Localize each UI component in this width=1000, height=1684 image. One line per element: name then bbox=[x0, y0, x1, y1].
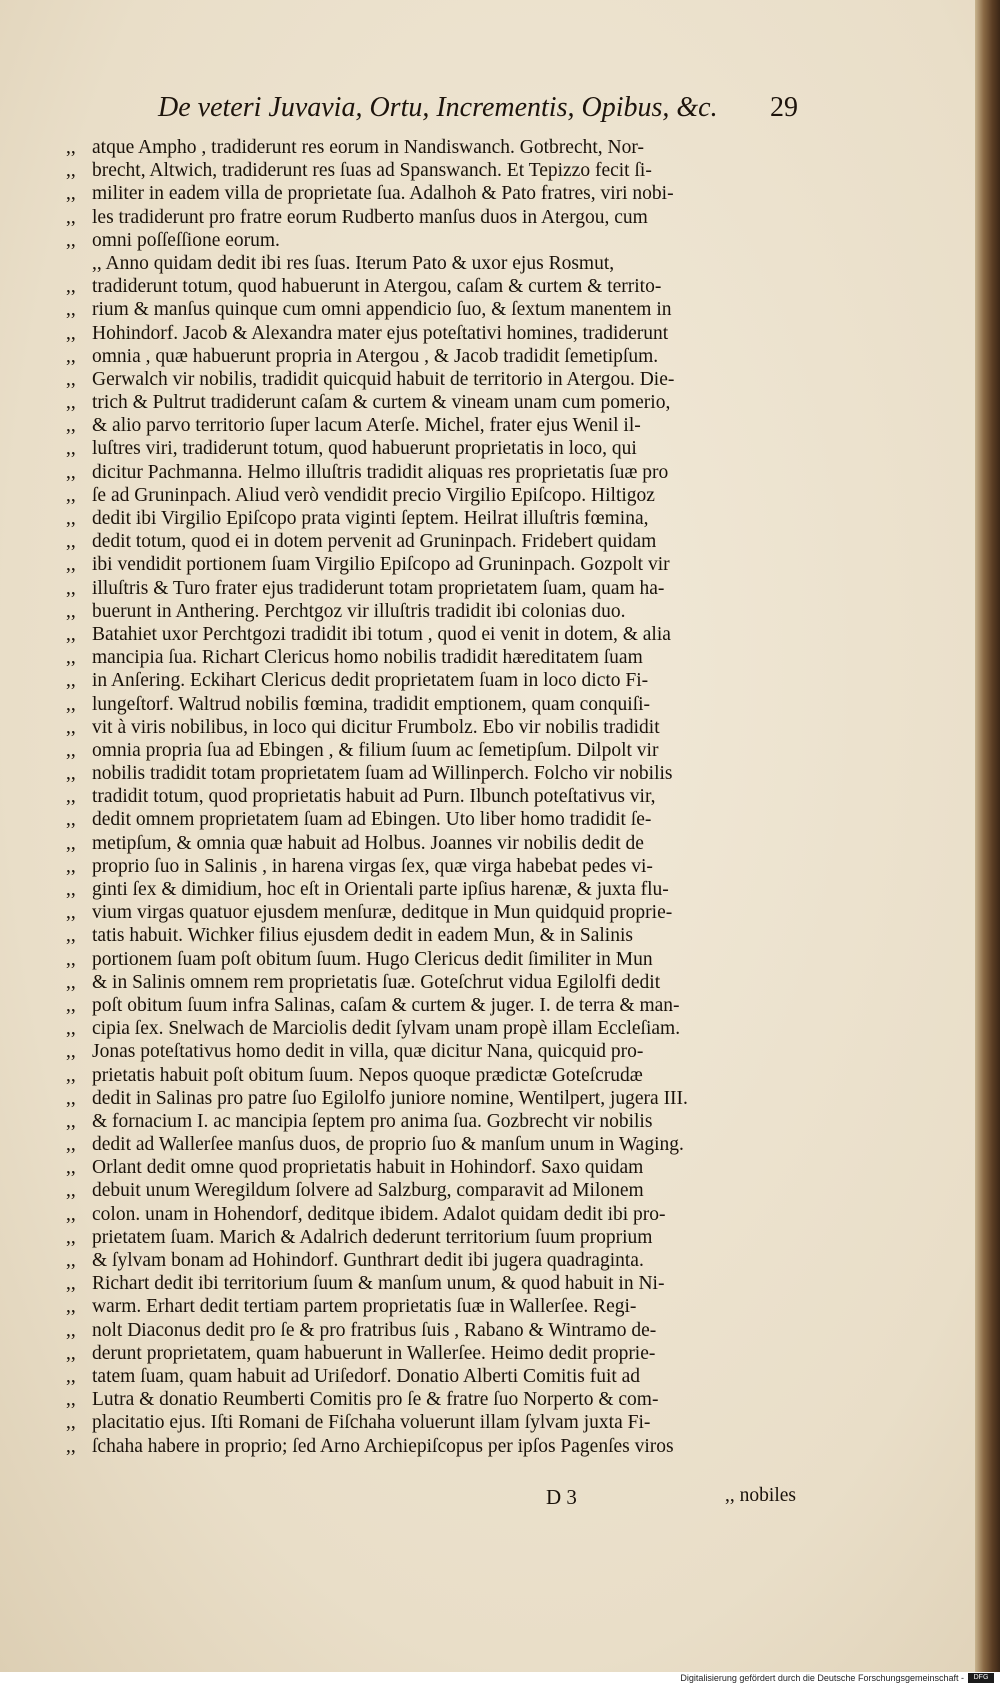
quote-mark: ,, bbox=[66, 879, 76, 900]
text-line bbox=[66, 808, 796, 831]
line-text: warm. Erhart dedit tertiam partem proprietatis ſuæ in Wallerſee. Regi- bbox=[92, 1296, 637, 1318]
line-text: Orlant dedit omne quod proprietatis habuit in Hohindorf. Saxo quidam bbox=[92, 1157, 644, 1179]
line-text: vit à viris nobilibus, in loco qui dicitur Frumbolz. Ebo vir nobilis tradidit bbox=[92, 716, 660, 738]
line-text: in Anſering. Eckihart Clericus dedit proprietatem ſuam in loco dicto Fi- bbox=[92, 670, 649, 692]
line-text: metipſum, & omnia quæ habuit ad Holbus. Joannes vir nobilis dedit de bbox=[92, 832, 644, 854]
line-text: tatis habuit. Wichker filius ejusdem dedit in eadem Mun, & in Salinis bbox=[92, 925, 633, 947]
dfg-logo: DFG bbox=[968, 1673, 994, 1683]
text-line bbox=[66, 878, 796, 901]
line-text: mancipia ſua. Richart Clericus homo nobilis tradidit hæreditatem ſuam bbox=[92, 647, 643, 669]
text-line bbox=[66, 1388, 796, 1411]
quote-mark: ,, bbox=[66, 971, 76, 993]
line-text: les tradiderunt pro fratre eorum Rudberto manſus duos in Atergou, cum bbox=[92, 206, 648, 228]
text-line bbox=[66, 1226, 796, 1249]
quote-mark: ,, bbox=[66, 1134, 76, 1156]
quote-mark: ,, bbox=[66, 160, 76, 182]
quote-mark: ,, bbox=[66, 531, 76, 553]
line-text: derunt proprietatem, quam habuerunt in Wallerſee. Heimo dedit proprie- bbox=[92, 1342, 656, 1364]
quote-mark: ,, bbox=[66, 1226, 76, 1248]
quote-mark: ,, bbox=[66, 577, 76, 599]
text-line bbox=[66, 345, 796, 368]
quote-mark: ,, bbox=[66, 1250, 76, 1271]
line-text: tradiderunt totum, quod habuerunt in Atergou, caſam & curtem & territo- bbox=[92, 276, 662, 298]
line-text: dedit ibi Virgilio Epiſcopo prata viginti ſeptem. Heilrat illuſtris fœmina, bbox=[92, 508, 649, 529]
line-text: ſchaha habere in proprio; ſed Arno Archiepiſcopus per ipſos Pagenſes viros bbox=[92, 1435, 674, 1457]
text-line bbox=[66, 762, 796, 785]
text-line bbox=[66, 298, 796, 321]
text-line bbox=[66, 971, 796, 994]
line-text: ,, Anno quidam dedit ibi res ſuas. Iterum Pato & uxor ejus Rosmut, bbox=[92, 252, 615, 274]
text-line bbox=[66, 600, 796, 623]
line-text: prietatem ſuam. Marich & Adalrich dederunt territorium ſuum proprium bbox=[92, 1226, 653, 1248]
quote-mark: ,, bbox=[66, 1157, 76, 1179]
line-text: & ſylvam bonam ad Hohindorf. Gunthrart dedit ibi jugera quadraginta. bbox=[92, 1250, 644, 1271]
text-line bbox=[66, 484, 796, 507]
line-text: poſt obitum ſuum infra Salinas, caſam & curtem & juger. I. de terra & man- bbox=[92, 994, 680, 1016]
line-text: & fornacium I. ac mancipia ſeptem pro anima ſua. Gozbrecht vir nobilis bbox=[92, 1110, 653, 1132]
text-line bbox=[66, 994, 796, 1017]
line-text: proprio ſuo in Salinis , in harena virgas ſex, quæ virga habebat pedes vi- bbox=[92, 855, 653, 877]
text-line bbox=[66, 1087, 796, 1110]
running-title: De veteri Juvavia, Ortu, Incrementis, Opibus, &c. bbox=[158, 92, 718, 123]
line-text: nobilis tradidit totam proprietatem ſuam ad Willinperch. Folcho vir nobilis bbox=[92, 763, 673, 785]
quote-mark: ,, bbox=[66, 948, 76, 970]
quote-mark: ,, bbox=[66, 600, 76, 622]
text-line bbox=[66, 391, 796, 414]
text-line bbox=[66, 924, 796, 947]
text-line bbox=[66, 646, 796, 669]
quote-mark: ,, bbox=[66, 786, 76, 808]
text-line bbox=[66, 322, 796, 345]
text-line bbox=[66, 275, 796, 298]
quote-mark: ,, bbox=[66, 345, 76, 367]
text-line bbox=[66, 1040, 796, 1063]
text-line bbox=[66, 553, 796, 576]
text-line bbox=[66, 1295, 796, 1318]
text-line bbox=[66, 1411, 796, 1434]
quote-mark: ,, bbox=[66, 276, 76, 298]
text-line bbox=[66, 1017, 796, 1040]
line-text: prietatis habuit poſt obitum ſuum. Nepos quoque prædictæ Goteſcrudæ bbox=[92, 1064, 643, 1086]
text-line bbox=[66, 716, 796, 739]
line-text: colon. unam in Hohendorf, deditque ibidem. Adalot quidam dedit ibi pro- bbox=[92, 1203, 666, 1225]
line-text: omnia , quæ habuerunt propria in Atergou , & Jacob tradidit ſemetipſum. bbox=[92, 345, 659, 367]
quote-mark: ,, bbox=[66, 739, 76, 761]
quote-mark: ,, bbox=[66, 392, 76, 414]
line-text: cipia ſex. Snelwach de Marciolis dedit ſylvam unam propè illam Eccleſiam. bbox=[92, 1018, 681, 1040]
quote-mark: ,, bbox=[66, 322, 76, 344]
text-line bbox=[66, 832, 796, 855]
quote-mark: ,, bbox=[66, 902, 76, 924]
quote-mark: ,, bbox=[66, 438, 76, 460]
line-text: tradidit totum, quod proprietatis habuit ad Purn. Ilbunch poteſtativus vir, bbox=[92, 786, 656, 808]
line-text: brecht, Altwich, tradiderunt res ſuas ad Spanswanch. Et Tepizzo fecit ſi- bbox=[92, 160, 652, 182]
text-line bbox=[66, 669, 796, 692]
text-line bbox=[66, 785, 796, 808]
text-line bbox=[66, 1365, 796, 1388]
quote-mark: ,, bbox=[66, 855, 76, 877]
text-line bbox=[66, 623, 796, 646]
book-spine bbox=[975, 0, 1000, 1672]
quote-mark: ,, bbox=[66, 1435, 76, 1457]
quote-mark: ,, bbox=[66, 137, 76, 158]
line-text: luſtres viri, tradiderunt totum, quod habuerunt proprietatis in loco, qui bbox=[92, 438, 637, 460]
line-text: ſe ad Gruninpach. Aliud verò vendidit precio Virgilio Epiſcopo. Hiltigoz bbox=[92, 484, 655, 506]
quote-mark: ,, bbox=[66, 1273, 76, 1295]
line-text: dedit in Salinas pro patre ſuo Egilolfo juniore nomine, Wentilpert, jugera III. bbox=[92, 1087, 688, 1109]
line-text: Richart dedit ibi territorium ſuum & manſum unum, & quod habuit in Ni- bbox=[92, 1273, 665, 1295]
text-line bbox=[66, 252, 796, 275]
text-line bbox=[66, 1064, 796, 1087]
text-line bbox=[66, 1133, 796, 1156]
text-line bbox=[66, 368, 796, 391]
quote-mark: ,, bbox=[66, 1365, 76, 1387]
quote-mark: ,, bbox=[66, 994, 76, 1016]
page-footer bbox=[66, 1485, 796, 1511]
line-text: rium & manſus quinque cum omni appendicio ſuo, & ſextum manentem in bbox=[92, 299, 672, 321]
text-line bbox=[66, 1179, 796, 1202]
quote-mark: ,, bbox=[66, 554, 76, 576]
line-text: Lutra & donatio Reumberti Comitis pro ſe & fratre ſuo Norperto & com- bbox=[92, 1389, 659, 1411]
quote-mark: ,, bbox=[66, 716, 76, 738]
quote-mark: ,, bbox=[66, 1412, 76, 1434]
text-line bbox=[66, 1156, 796, 1179]
text-line bbox=[66, 739, 796, 762]
text-line bbox=[66, 1110, 796, 1133]
quote-mark: ,, bbox=[66, 693, 76, 715]
line-text: tatem ſuam, quam habuit ad Uriſedorf. Donatio Alberti Comitis fuit ad bbox=[92, 1365, 641, 1387]
quote-mark: ,, bbox=[66, 484, 76, 506]
running-header bbox=[158, 92, 798, 132]
quote-mark: ,, bbox=[66, 415, 76, 437]
line-text: placitatio ejus. Iſti Romani de Fiſchaha voluerunt illam ſylvam juxta Fi- bbox=[92, 1412, 651, 1434]
text-line bbox=[66, 901, 796, 924]
quote-mark: ,, bbox=[66, 1389, 76, 1411]
quote-mark: ,, bbox=[66, 1087, 76, 1109]
line-text: portionem ſuam poſt obitum ſuum. Hugo Clericus dedit ſimiliter in Mun bbox=[92, 948, 653, 970]
quote-mark bbox=[66, 252, 92, 275]
quote-mark: ,, bbox=[66, 763, 76, 785]
quote-mark: ,, bbox=[66, 1319, 76, 1341]
line-text: Gerwalch vir nobilis, tradidit quicquid habuit de territorio in Atergou. Die- bbox=[92, 368, 675, 390]
page-number: 29 bbox=[770, 92, 798, 123]
line-text: ginti ſex & dimidium, hoc eſt in Orientali parte ipſius harenæ, & juxta flu- bbox=[92, 879, 669, 900]
line-text: & in Salinis omnem rem proprietatis ſuæ. Goteſchrut vidua Egilolfi dedit bbox=[92, 971, 661, 993]
line-text: dedit omnem proprietatem ſuam ad Ebingen. Uto liber homo tradidit ſe- bbox=[92, 809, 652, 831]
quote-mark: ,, bbox=[66, 1296, 76, 1318]
quote-mark: ,, bbox=[66, 1064, 76, 1086]
text-line bbox=[66, 693, 796, 716]
quote-mark: ,, bbox=[66, 832, 76, 854]
text-line bbox=[66, 948, 796, 971]
line-text: dicitur Pachmanna. Helmo illuſtris tradidit aliquas res proprietatis ſuæ pro bbox=[92, 461, 669, 483]
line-text: omni poſſeſſione eorum. bbox=[92, 229, 280, 251]
signature-mark: D 3 bbox=[546, 1485, 577, 1509]
line-text: Hohindorf. Jacob & Alexandra mater ejus poteſtativi homines, tradiderunt bbox=[92, 322, 669, 344]
quote-mark: ,, bbox=[66, 368, 76, 390]
catchword: ,, nobiles bbox=[725, 1485, 796, 1506]
credit-text: Digitalisierung gefördert durch die Deutsche Forschungsgemeinschaft - bbox=[680, 1673, 964, 1683]
quote-mark: ,, bbox=[66, 508, 76, 529]
line-text: & alio parvo territorio ſuper lacum Aterſe. Michel, frater ejus Wenil il- bbox=[92, 415, 641, 437]
line-text: ibi vendidit portionem ſuam Virgilio Epiſcopo ad Gruninpach. Gozpolt vir bbox=[92, 554, 670, 576]
line-text: dedit totum, quod ei in dotem pervenit ad Gruninpach. Fridebert quidam bbox=[92, 531, 657, 553]
text-line bbox=[66, 1342, 796, 1365]
line-text: lungeſtorf. Waltrud nobilis fœmina, tradidit emptionem, quam conquiſi- bbox=[92, 693, 651, 715]
quote-mark: ,, bbox=[66, 299, 76, 321]
text-line bbox=[66, 229, 796, 252]
text-line bbox=[66, 414, 796, 437]
quote-mark: ,, bbox=[66, 647, 76, 669]
line-text: Jonas poteſtativus homo dedit in villa, quæ dicitur Nana, quicquid pro- bbox=[92, 1041, 644, 1063]
text-body bbox=[66, 136, 796, 1458]
line-text: vium virgas quatuor ejusdem menſuræ, deditque in Mun quidquid proprie- bbox=[92, 902, 673, 924]
text-line bbox=[66, 136, 796, 159]
text-line bbox=[66, 1435, 796, 1458]
quote-mark: ,, bbox=[66, 809, 76, 831]
text-line bbox=[66, 1203, 796, 1226]
line-text: omnia propria ſua ad Ebingen , & filium ſuum ac ſemetipſum. Dilpolt vir bbox=[92, 739, 659, 761]
text-line bbox=[66, 1272, 796, 1295]
line-text: debuit unum Weregildum ſolvere ad Salzburg, comparavit ad Milonem bbox=[92, 1180, 644, 1202]
quote-mark: ,, bbox=[66, 1110, 76, 1132]
line-text: nolt Diaconus dedit pro ſe & pro fratribus ſuis , Rabano & Wintramo de- bbox=[92, 1319, 657, 1341]
text-line bbox=[66, 159, 796, 182]
line-text: atque Ampho , tradiderunt res eorum in Nandiswanch. Gotbrecht, Nor- bbox=[92, 137, 644, 158]
quote-mark: ,, bbox=[66, 461, 76, 483]
quote-mark: ,, bbox=[66, 206, 76, 228]
digitization-credit bbox=[0, 1672, 1000, 1684]
text-line bbox=[66, 1249, 796, 1272]
line-text: Batahiet uxor Perchtgozi tradidit ibi totum , quod ei venit in dotem, & alia bbox=[92, 623, 671, 645]
quote-mark: ,, bbox=[66, 1203, 76, 1225]
line-text: trich & Pultrut tradiderunt caſam & curtem & vineam unam cum pomerio, bbox=[92, 392, 671, 414]
quote-mark: ,, bbox=[66, 1180, 76, 1202]
line-text: illuſtris & Turo frater ejus tradiderunt totam proprietatem ſuam, quam ha- bbox=[92, 577, 665, 599]
text-line bbox=[66, 507, 796, 530]
text-line bbox=[66, 530, 796, 553]
quote-mark: ,, bbox=[66, 1041, 76, 1063]
text-line bbox=[66, 577, 796, 600]
text-line bbox=[66, 206, 796, 229]
line-text: militer in eadem villa de proprietate ſua. Adalhoh & Pato fratres, viri nobi- bbox=[92, 183, 674, 205]
text-line bbox=[66, 461, 796, 484]
quote-mark: ,, bbox=[66, 1342, 76, 1364]
quote-mark: ,, bbox=[66, 229, 76, 251]
text-line bbox=[66, 182, 796, 205]
text-line bbox=[66, 1319, 796, 1342]
line-text: buerunt in Anthering. Perchtgoz vir illuſtris tradidit ibi colonias duo. bbox=[92, 600, 626, 622]
quote-mark: ,, bbox=[66, 183, 76, 205]
quote-mark: ,, bbox=[66, 925, 76, 947]
quote-mark: ,, bbox=[66, 623, 76, 645]
quote-mark: ,, bbox=[66, 670, 76, 692]
text-line bbox=[66, 437, 796, 460]
line-text: dedit ad Wallerſee manſus duos, de proprio ſuo & manſum unum in Waging. bbox=[92, 1134, 684, 1156]
quote-mark: ,, bbox=[66, 1018, 76, 1040]
text-line bbox=[66, 855, 796, 878]
